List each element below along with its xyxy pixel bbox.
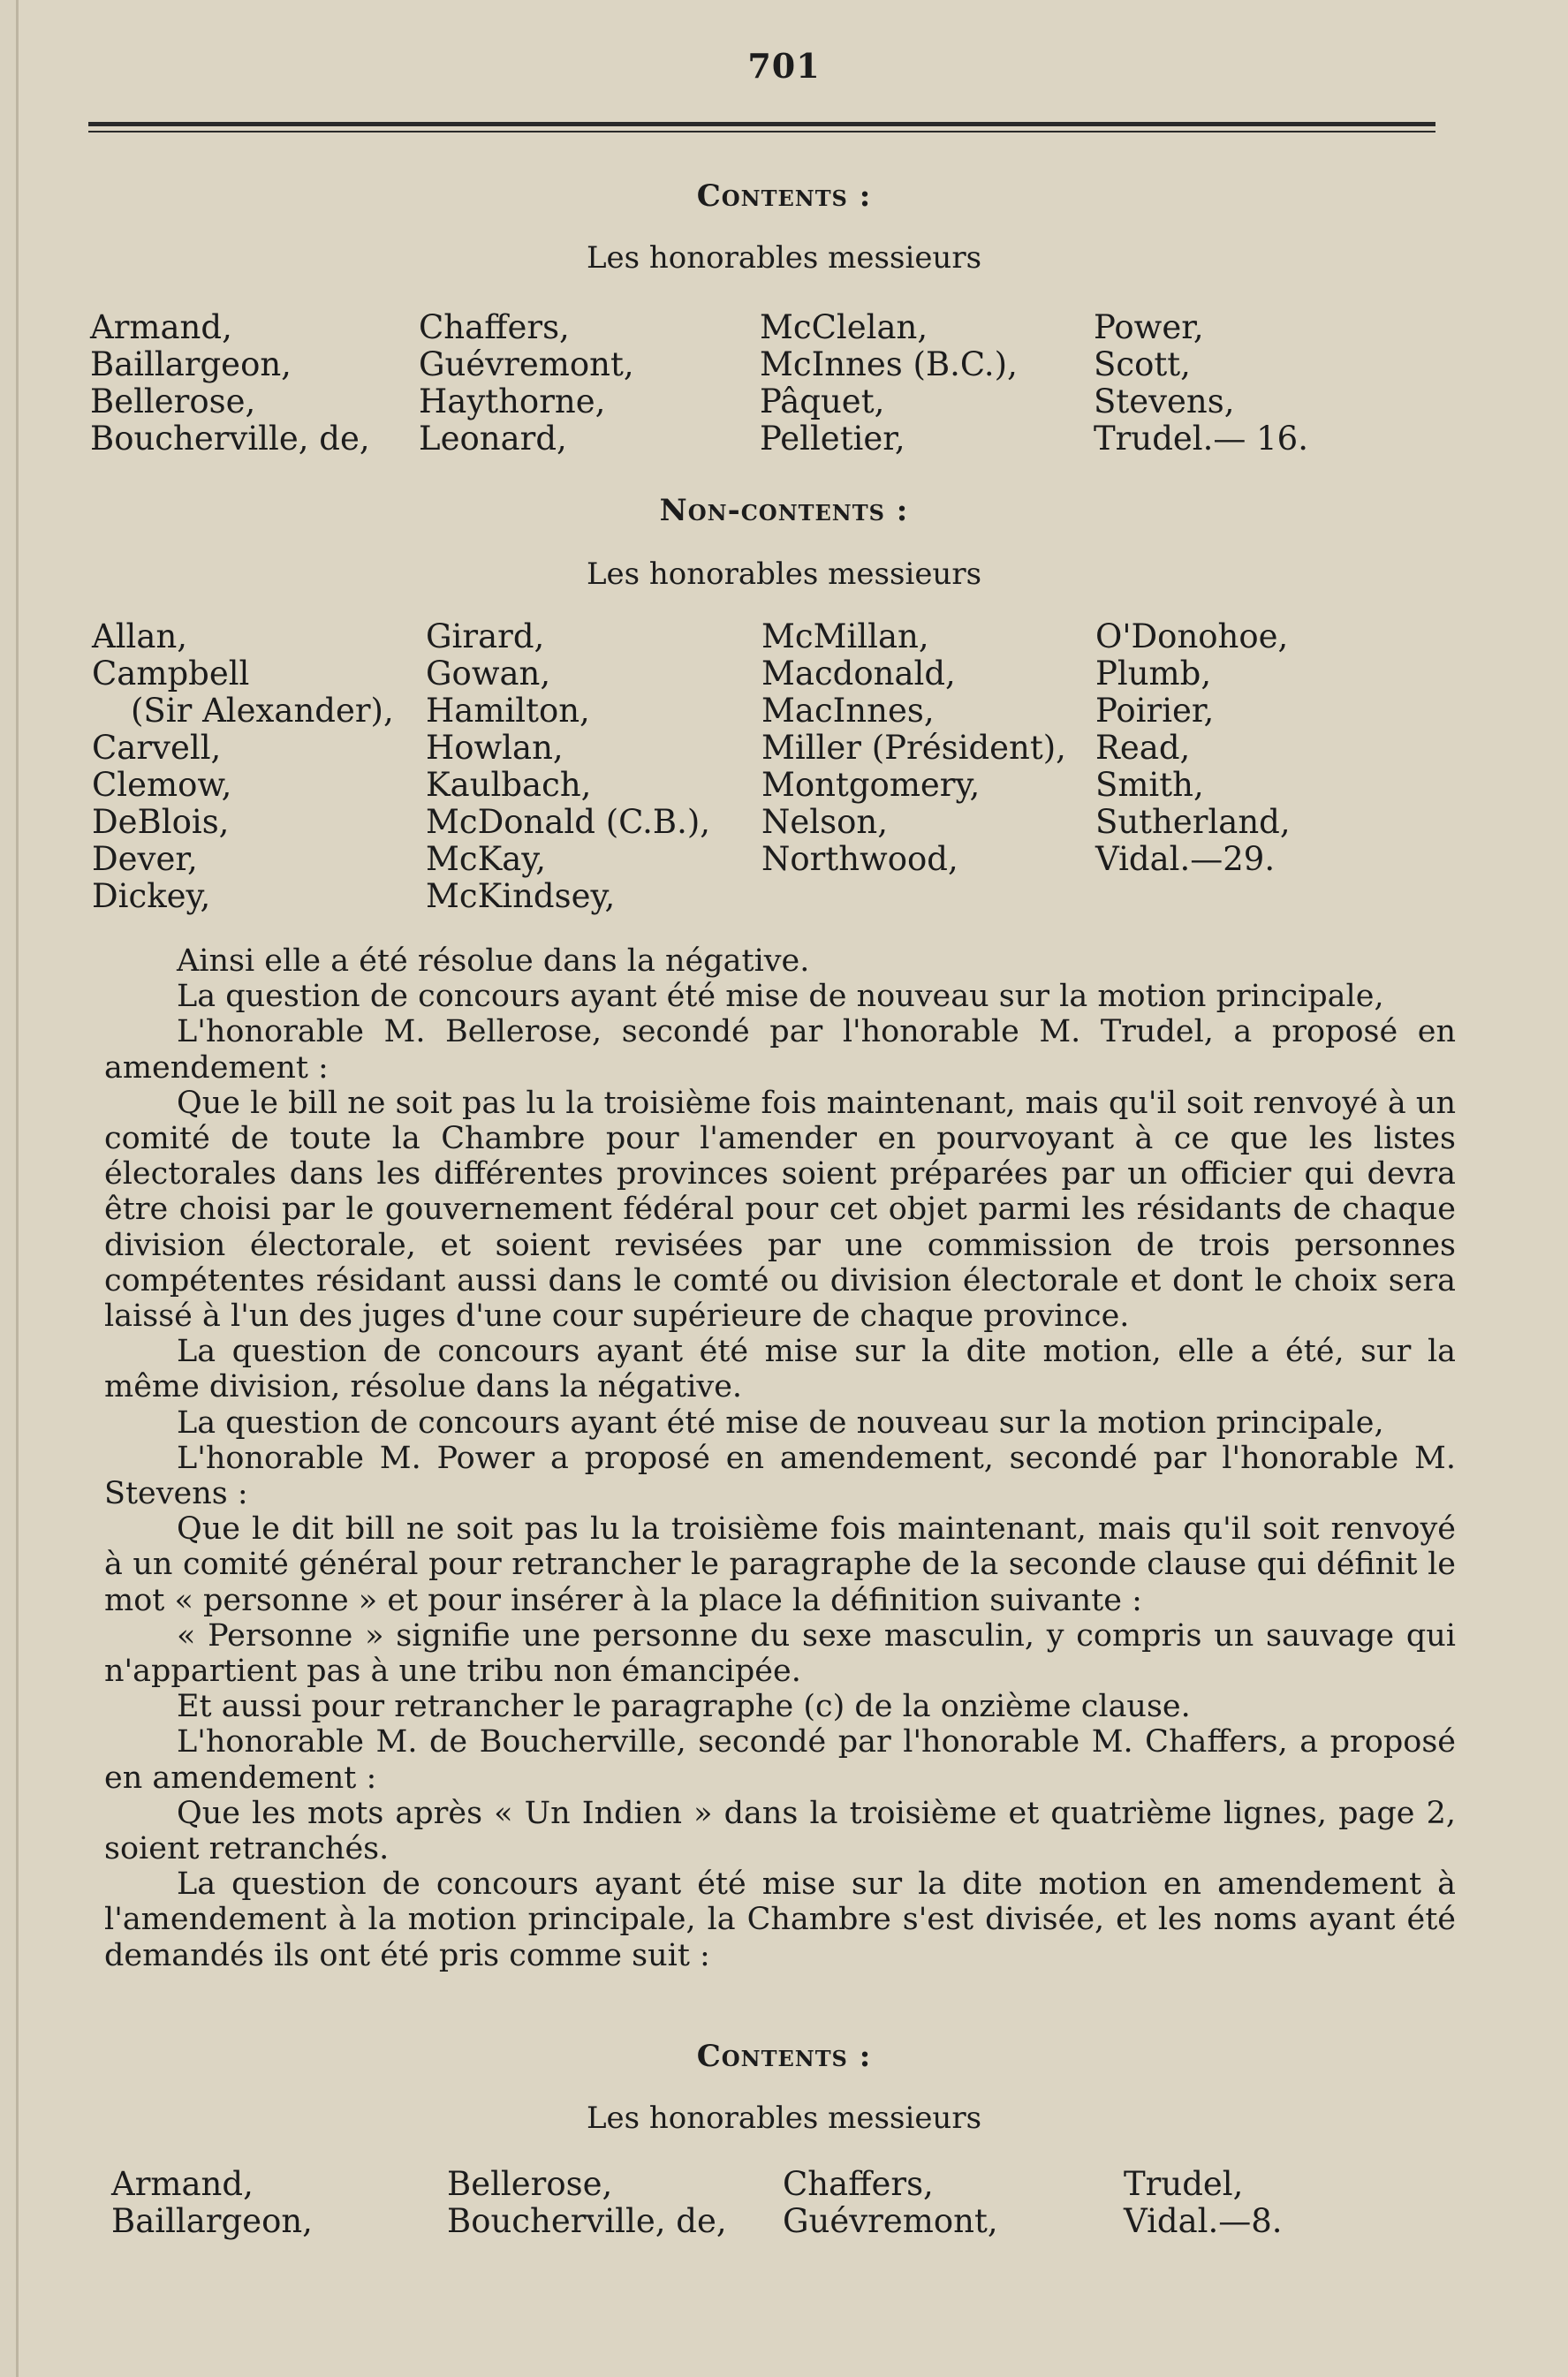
names-column xyxy=(1124,2166,1283,2240)
member-name: DeBlois, xyxy=(92,803,230,841)
member-name: Power, xyxy=(1094,308,1204,346)
names-column xyxy=(90,309,370,458)
contents-subheading: Les honorables messieurs xyxy=(586,240,982,276)
member-name: Campbell xyxy=(92,655,250,693)
contents-subheading-2: Les honorables messieurs xyxy=(586,2101,982,2136)
member-name: Boucherville, de, xyxy=(447,2202,727,2240)
paragraph: Que le dit bill ne soit pas lu la troisième fois maintenant, mais qu'il soit renvoyé à un comité général pour retrancher le paragraphe de la seconde clause qui définit le mot « personne » et pour insérer à la place la définition suivante : xyxy=(104,1511,1456,1618)
member-name: Pâquet, xyxy=(760,382,885,420)
paragraph: Que les mots après « Un Indien » dans la troisième et quatrième lignes, page 2, soient retranchés. xyxy=(104,1795,1456,1867)
member-name: Kaulbach, xyxy=(426,766,592,804)
member-name: McInnes (B.C.), xyxy=(760,345,1018,383)
member-name: Gowan, xyxy=(426,655,551,693)
member-name: Smith, xyxy=(1095,766,1204,804)
member-name: Bellerose, xyxy=(90,382,256,420)
member-name: Hamilton, xyxy=(426,692,590,730)
names-column xyxy=(92,618,394,915)
member-name: Read, xyxy=(1095,729,1191,767)
member-name: Montgomery, xyxy=(761,766,981,804)
member-name: Poirier, xyxy=(1095,692,1215,730)
paragraph: Ainsi elle a été résolue dans la négative. xyxy=(177,943,810,979)
member-name: (Sir Alexander), xyxy=(131,692,394,730)
page-number: 701 xyxy=(747,46,821,86)
names-column xyxy=(760,309,1018,458)
paragraph: Que le bill ne soit pas lu la troisième fois maintenant, mais qu'il soit renvoyé à un comité de toute la Chambre pour l'amender en pourvoyant à ce que les listes électorales dans les différentes provinces soient préparées par un officier qui devra être choisi par le gouvernement fédéral pour cet objet parmi les résidants de chaque division électorale, et soient revisées par une commission de trois personnes compétentes résidant aussi dans le comté ou division électorale et dont le choix sera laissé à l'un des juges d'une cour supérieure de chaque province. xyxy=(104,1085,1456,1335)
paragraph: La question de concours ayant été mise de nouveau sur la motion principale, xyxy=(177,1404,1384,1441)
member-name: Boucherville, de, xyxy=(90,420,370,458)
names-column xyxy=(111,2166,313,2240)
member-name: Trudel.— 16. xyxy=(1094,420,1308,458)
member-name: Clemow, xyxy=(92,766,232,804)
member-name: O'Donohoe, xyxy=(1095,617,1289,655)
member-name: Vidal.—8. xyxy=(1124,2202,1283,2240)
paragraph: La question de concours ayant été mise sur la dite motion, elle a été, sur la même division, résolue dans la négative. xyxy=(104,1334,1456,1405)
header-rule xyxy=(88,122,1435,132)
member-name: Guévremont, xyxy=(783,2202,998,2240)
paragraph: La question de concours ayant été mise sur la dite motion en amendement à l'amendement à la motion principale, la Chambre s'est divisée, et les noms ayant été demandés ils ont été pris comme suit : xyxy=(104,1866,1456,1973)
member-name: McDonald (C.B.), xyxy=(426,803,711,841)
member-name: Haythorne, xyxy=(419,382,606,420)
member-name: Guévremont, xyxy=(419,345,634,383)
member-name: Chaffers, xyxy=(783,2165,934,2203)
member-name: Chaffers, xyxy=(419,308,570,346)
member-name: Howlan, xyxy=(426,729,564,767)
paragraph: « Personne » signifie une personne du sexe masculin, y compris un sauvage qui n'appartient pas à une tribu non émancipée. xyxy=(104,1617,1456,1690)
member-name: Trudel, xyxy=(1124,2165,1244,2203)
names-column xyxy=(783,2166,998,2240)
member-name: Macdonald, xyxy=(761,655,956,693)
member-name: Vidal.—29. xyxy=(1095,840,1276,878)
member-name: Scott, xyxy=(1094,345,1191,383)
member-name: Bellerose, xyxy=(447,2165,613,2203)
member-name: Dickey, xyxy=(92,877,211,915)
member-name: McMillan, xyxy=(761,617,929,655)
member-name: Baillargeon, xyxy=(90,345,292,383)
member-name: Plumb, xyxy=(1095,655,1212,693)
member-name: Sutherland, xyxy=(1095,803,1291,841)
member-name: McKindsey, xyxy=(426,877,616,915)
paragraph: L'honorable M. Power a proposé en amendement, secondé par l'honorable M. Stevens : xyxy=(104,1440,1456,1512)
member-name: MacInnes, xyxy=(761,692,935,730)
member-name: Stevens, xyxy=(1094,382,1235,420)
member-name: Armand, xyxy=(111,2165,254,2203)
non-contents-subheading: Les honorables messieurs xyxy=(586,556,982,592)
paragraph: L'honorable M. Bellerose, secondé par l'honorable M. Trudel, a proposé en amendement : xyxy=(104,1014,1456,1086)
member-name: Pelletier, xyxy=(760,420,905,458)
member-name: Baillargeon, xyxy=(111,2202,313,2240)
paragraph: La question de concours ayant été mise de nouveau sur la motion principale, xyxy=(177,979,1384,1015)
member-name: Carvell, xyxy=(92,729,222,767)
names-column xyxy=(761,618,1066,878)
contents-heading-2: Contents : xyxy=(696,2039,872,2074)
member-name: McClelan, xyxy=(760,308,928,346)
non-contents-heading: Non-contents : xyxy=(659,493,909,528)
contents-heading: Contents : xyxy=(696,178,872,214)
names-column xyxy=(426,618,710,915)
paragraph: Et aussi pour retrancher le paragraphe (c) de la onzième clause. xyxy=(177,1689,1191,1725)
member-name: Nelson, xyxy=(761,803,888,841)
member-name: McKay, xyxy=(426,840,547,878)
member-name: Miller (Président), xyxy=(761,729,1066,767)
paragraph: L'honorable M. de Boucherville, secondé par l'honorable M. Chaffers, a proposé en amendement : xyxy=(104,1724,1456,1796)
names-column xyxy=(1095,618,1291,878)
names-column xyxy=(447,2166,727,2240)
names-column xyxy=(1094,309,1308,458)
body-text xyxy=(104,943,1456,1973)
member-name: Leonard, xyxy=(419,420,567,458)
names-column xyxy=(419,309,634,458)
member-name: Allan, xyxy=(92,617,188,655)
member-name: Armand, xyxy=(90,308,232,346)
member-name: Girard, xyxy=(426,617,545,655)
member-name: Dever, xyxy=(92,840,198,878)
member-name: Northwood, xyxy=(761,840,958,878)
